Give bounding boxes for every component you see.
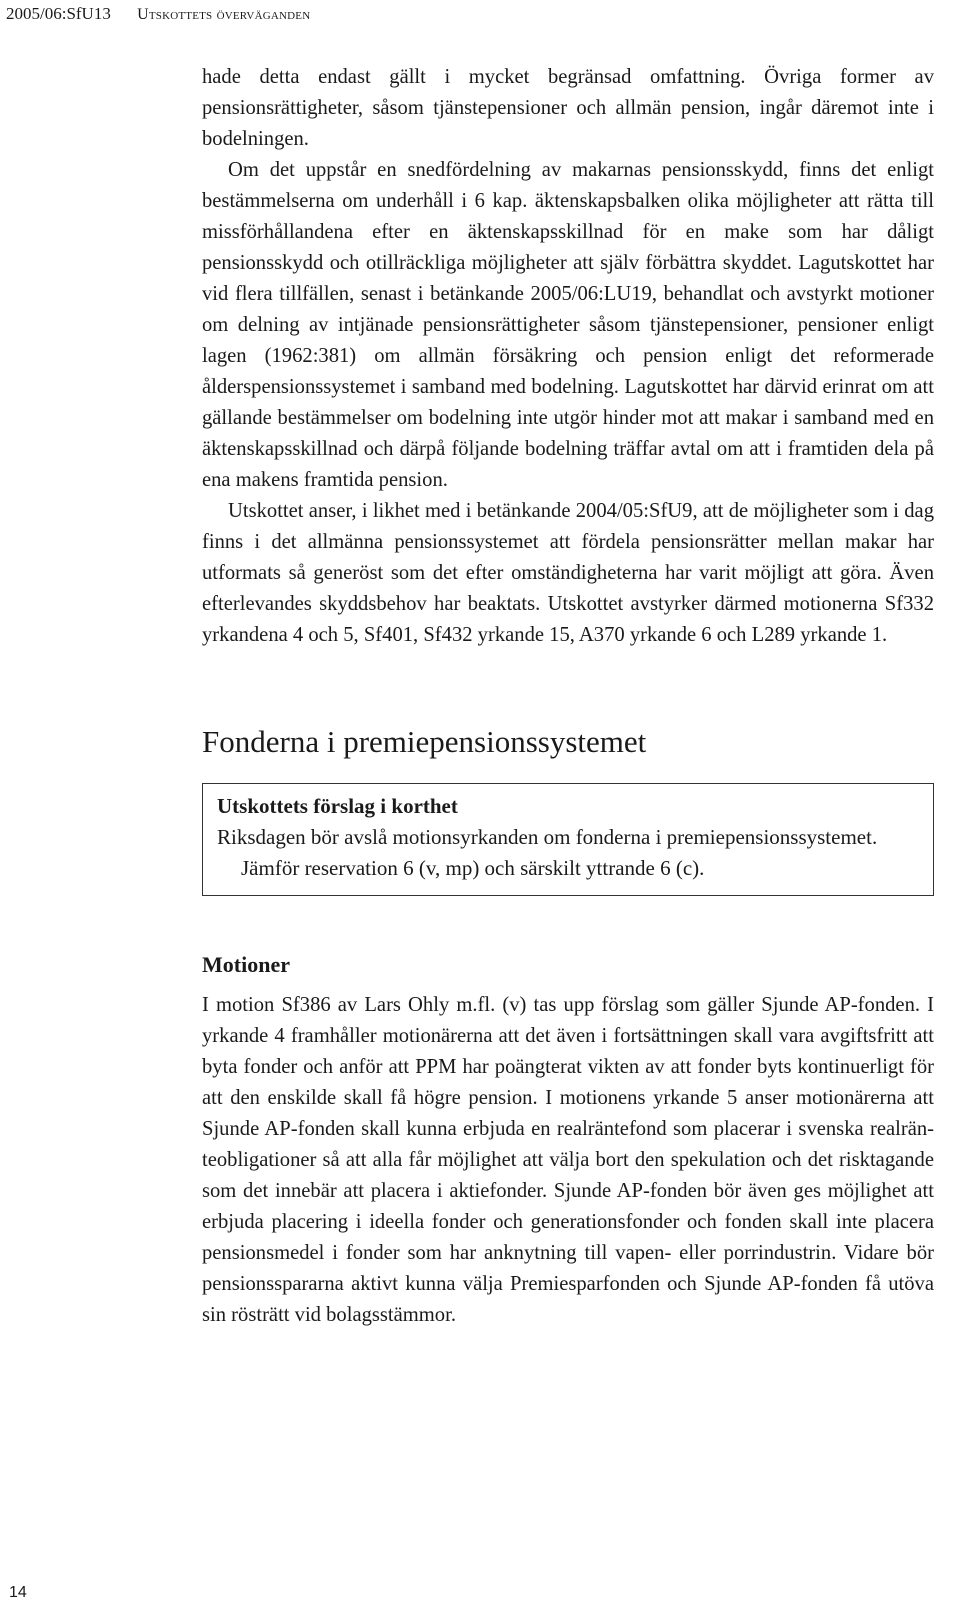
summary-box-title: Utskottets förslag i korthet: [217, 794, 458, 818]
page-number: 14: [9, 1584, 27, 1601]
running-section-title: Utskottets överväganden: [137, 6, 311, 23]
paragraph-snedfordelning: Om det uppstår en snedfördelning av makarnas pensionsskydd, finns det enligt bestämmelserna om underhåll i 6 kap. äktenskapsbalken olika möjligheter att rätta till missförhållandena efter en äktenskapsskillnad för en make som har dåligt pensionsskydd och otillräckliga möjligheter att själv förbättra skyddet. Lagutskottet har vid flera tillfällen, senast i betänkande 2005/06:LU19, behandlat och avstyrkt motioner om delning av intjänade pensionsrättigheter såsom tjänstepensioner, pensioner enligt lagen (1962:381) om allmän försäkring och pension enligt det reformerade ålderspensionssystemet i samband med bodelning. Lagutskottet har därvid erinrat om att gällande bestämmelser om bodelning inte utgör hinder mot att makar i samband med en äktenskapsskillnad och därpå följande bodelning träffar avtal om att i framtiden dela på ena makens framtida pension.: [202, 159, 934, 491]
summary-box-reference: Jämför reservation 6 (v, mp) och särskilt yttrande 6 (c).: [241, 856, 705, 880]
summary-box-text: Riksdagen bör avslå motionsyrkanden om fonderna i premiepensionssystemet.: [217, 825, 878, 849]
page-content: [202, 62, 934, 1331]
motioner-heading: Motioner: [202, 952, 290, 977]
summary-box: [202, 783, 934, 896]
document-id: 2005/06:SfU13: [6, 4, 111, 23]
paragraph-utskottet-anser: Utskottet anser, i likhet med i betänkande 2004/05:SfU9, att de möjligheter som i dag finns i det allmänna pensionssystemet att fördela pensionsrätter mellan makar har utformats så generöst som det efter omständigheterna har varit möjligt att göra. Även efterlevandes skyddsbehov har beaktats. Utskottet avstyrker därmed motionerna Sf332 yrkandena 4 och 5, Sf401, Sf432 yrkande 15, A370 yrkande 6 och L289 yrkande 1.: [202, 500, 934, 646]
section-heading: Fonderna i premiepensionssystemet: [202, 724, 647, 759]
motioner-paragraph: I motion Sf386 av Lars Ohly m.fl. (v) tas upp förslag som gäller Sjunde AP-fonden. I yrkande 4 framhåller motionärerna att det även i fortsättningen skall vara avgiftsfritt att byta fonder och anför att PPM har poängterat vikten av att fonder byts kontinuerligt för att den enskilde skall få högre pension. I motionens yrkande 5 anser motionärerna att Sjunde AP-fonden skall kunna erbjuda en realräntefond som placerar i svenska realränteobligationer så att alla får möjlighet att välja bort den spekulation och det risktagande som det innebär att placera i aktiefonder. Sjunde AP-fonden bör även ges möjlighet att erbjuda placering i ideella fonder och generationsfonder och fonden skall inte placera pensionsmedel i fonder som har anknytning till vapen- eller porrindustrin. Vidare bör pensionsspararna aktivt kunna välja Premiesparfonden och Sjunde AP-fonden få utöva sin rösträtt vid bolagsstämmor.: [202, 994, 934, 1326]
running-head: [6, 4, 310, 25]
paragraph-bodelning-continued: hade detta endast gällt i mycket begränsad omfattning. Övriga former av pensionsrättigheter, såsom tjänstepensioner och allmän pension, ingår däremot inte i bodelningen.: [202, 66, 934, 150]
